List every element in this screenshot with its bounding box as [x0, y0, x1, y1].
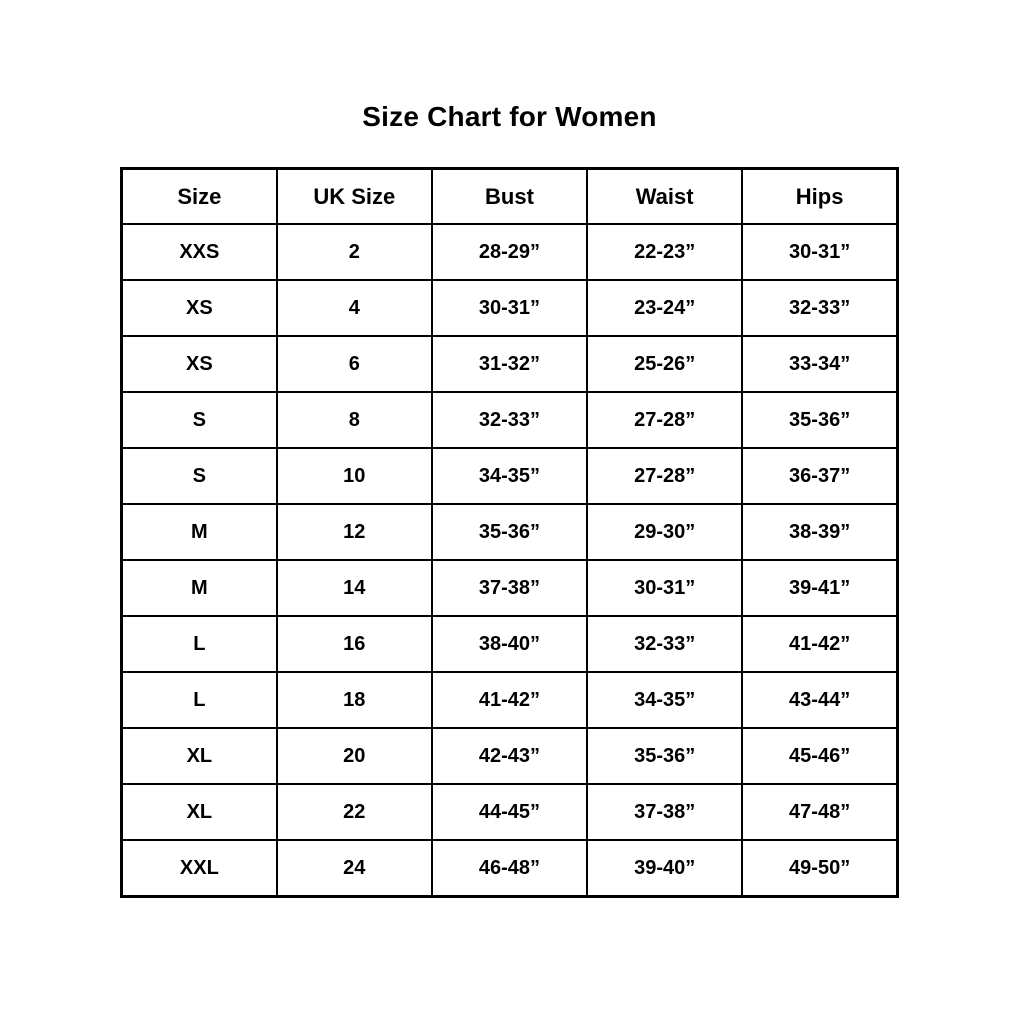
table-row [122, 728, 898, 784]
table-cell: 49-50” [742, 840, 897, 897]
table-cell: 39-41” [742, 560, 897, 616]
table-cell: XL [122, 784, 277, 840]
column-header: Bust [432, 169, 587, 225]
table-cell: 41-42” [432, 672, 587, 728]
table-cell: 27-28” [587, 392, 742, 448]
table-row [122, 224, 898, 280]
table-cell: S [122, 448, 277, 504]
table-body [122, 224, 898, 897]
table-cell: 38-40” [432, 616, 587, 672]
table-cell: S [122, 392, 277, 448]
table-cell: 35-36” [587, 728, 742, 784]
table-cell: 42-43” [432, 728, 587, 784]
table-cell: 22 [277, 784, 432, 840]
table-row [122, 280, 898, 336]
column-header: UK Size [277, 169, 432, 225]
table-cell: 25-26” [587, 336, 742, 392]
table-cell: 20 [277, 728, 432, 784]
table-header [122, 169, 898, 225]
table-cell: 39-40” [587, 840, 742, 897]
table-cell: 12 [277, 504, 432, 560]
table-cell: 33-34” [742, 336, 897, 392]
table-cell: L [122, 672, 277, 728]
table-row [122, 504, 898, 560]
table-row [122, 448, 898, 504]
table-cell: 30-31” [742, 224, 897, 280]
table-cell: 44-45” [432, 784, 587, 840]
table-cell: 34-35” [587, 672, 742, 728]
table-cell: 27-28” [587, 448, 742, 504]
header-row [122, 169, 898, 225]
table-cell: 32-33” [432, 392, 587, 448]
column-header: Hips [742, 169, 897, 225]
table-cell: 34-35” [432, 448, 587, 504]
table-cell: 36-37” [742, 448, 897, 504]
table-row [122, 336, 898, 392]
table-cell: 28-29” [432, 224, 587, 280]
table-cell: 10 [277, 448, 432, 504]
table-cell: 35-36” [742, 392, 897, 448]
page-title: Size Chart for Women [362, 101, 657, 132]
table-row [122, 672, 898, 728]
table-cell: M [122, 560, 277, 616]
column-header: Waist [587, 169, 742, 225]
table-cell: 24 [277, 840, 432, 897]
table-cell: M [122, 504, 277, 560]
table-cell: 46-48” [432, 840, 587, 897]
column-header: Size [122, 169, 277, 225]
table-cell: 37-38” [432, 560, 587, 616]
table-cell: L [122, 616, 277, 672]
table-cell: 2 [277, 224, 432, 280]
table-cell: 37-38” [587, 784, 742, 840]
table-cell: 32-33” [587, 616, 742, 672]
table-cell: 30-31” [587, 560, 742, 616]
table-cell: 30-31” [432, 280, 587, 336]
table-cell: 4 [277, 280, 432, 336]
table-row [122, 616, 898, 672]
table-cell: 29-30” [587, 504, 742, 560]
table-cell: 31-32” [432, 336, 587, 392]
table-cell: 38-39” [742, 504, 897, 560]
table-cell: 8 [277, 392, 432, 448]
table-cell: 14 [277, 560, 432, 616]
table-cell: 35-36” [432, 504, 587, 560]
table-cell: 32-33” [742, 280, 897, 336]
table-row [122, 784, 898, 840]
table-cell: 16 [277, 616, 432, 672]
table-cell: 22-23” [587, 224, 742, 280]
table-cell: XS [122, 280, 277, 336]
table-cell: 47-48” [742, 784, 897, 840]
table-cell: 6 [277, 336, 432, 392]
table-cell: 18 [277, 672, 432, 728]
table-cell: 45-46” [742, 728, 897, 784]
table-row [122, 392, 898, 448]
table-row [122, 840, 898, 897]
table-cell: 23-24” [587, 280, 742, 336]
table-cell: 43-44” [742, 672, 897, 728]
table-cell: XXL [122, 840, 277, 897]
table-cell: 41-42” [742, 616, 897, 672]
table-row [122, 560, 898, 616]
table-cell: XS [122, 336, 277, 392]
table-cell: XXS [122, 224, 277, 280]
table-cell: XL [122, 728, 277, 784]
size-chart-table [120, 167, 899, 898]
